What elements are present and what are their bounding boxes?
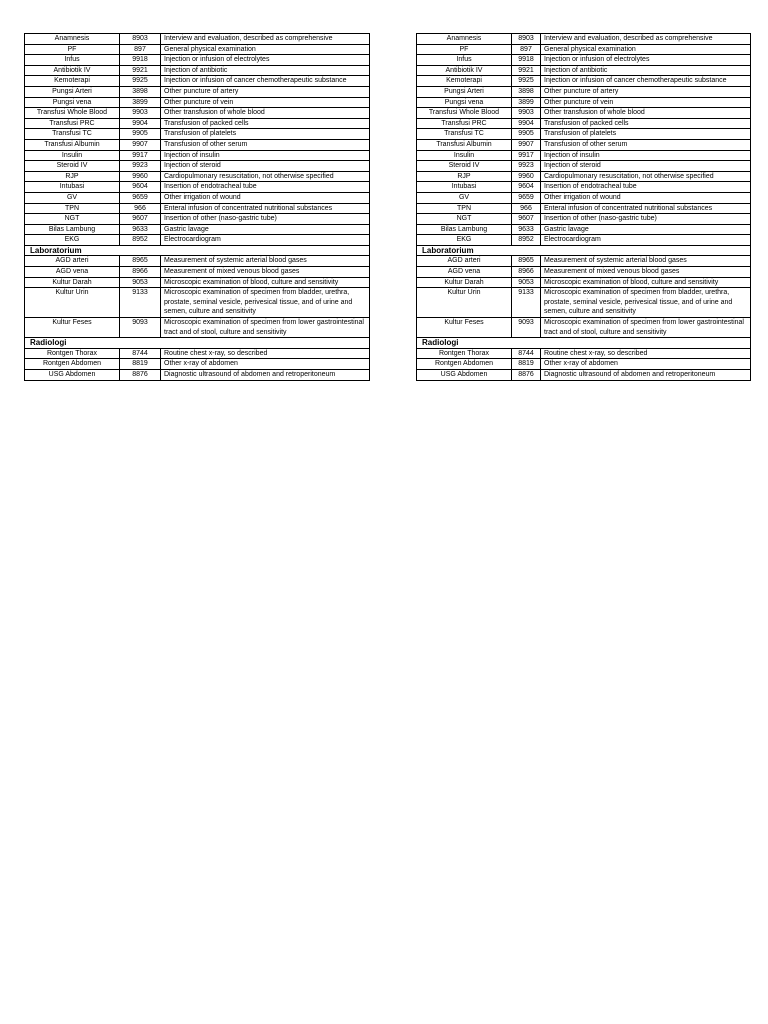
procedure-name: GV <box>25 192 120 203</box>
procedure-name: Kultur Feses <box>417 318 512 338</box>
table-row <box>417 97 751 108</box>
procedure-name: AGD arteri <box>417 256 512 267</box>
table-row <box>417 55 751 66</box>
procedure-name: Transfusi TC <box>25 129 120 140</box>
table-row <box>25 359 370 370</box>
section-heading-radiologi-row <box>417 338 751 349</box>
procedure-description: Transfusion of other serum <box>161 139 370 150</box>
procedure-name: Kultur Darah <box>417 277 512 288</box>
procedure-description: Diagnostic ultrasound of abdomen and retroperitoneum <box>541 370 751 381</box>
procedure-code: 8744 <box>120 348 161 359</box>
procedure-description: Cardiopulmonary resuscitation, not otherwise specified <box>161 171 370 182</box>
table-row <box>417 288 751 318</box>
procedure-code: 9093 <box>512 318 541 338</box>
procedure-code: 9607 <box>120 214 161 225</box>
table-row <box>417 44 751 55</box>
procedure-name: USG Abdomen <box>417 370 512 381</box>
procedure-code: 9659 <box>120 192 161 203</box>
procedure-code: 9633 <box>512 224 541 235</box>
procedure-code: 9903 <box>120 108 161 119</box>
procedure-name: PF <box>417 44 512 55</box>
procedure-name: Transfusi Whole Blood <box>417 108 512 119</box>
procedure-description: Microscopic examination of specimen from lower gastrointestinal tract and of stool, culture and sensitivity <box>541 318 751 338</box>
procedure-name: PF <box>25 44 120 55</box>
procedure-code: 8952 <box>120 235 161 246</box>
procedure-name: Kultur Feses <box>25 318 120 338</box>
procedure-name: Antibiotik IV <box>417 65 512 76</box>
procedure-description: Microscopic examination of blood, culture and sensitivity <box>161 277 370 288</box>
procedure-description: Injection of steroid <box>161 161 370 172</box>
procedure-description: Other puncture of artery <box>161 86 370 97</box>
table-row <box>417 65 751 76</box>
procedure-description: Injection of insulin <box>161 150 370 161</box>
procedure-name: Insulin <box>25 150 120 161</box>
table-row <box>25 214 370 225</box>
procedure-name: Bilas Lambung <box>417 224 512 235</box>
procedure-description: Other x-ray of abdomen <box>541 359 751 370</box>
procedure-description: Insertion of endotracheal tube <box>541 182 751 193</box>
table-row <box>417 129 751 140</box>
procedure-description: Insertion of other (naso-gastric tube) <box>541 214 751 225</box>
table-row <box>25 288 370 318</box>
procedure-code: 966 <box>120 203 161 214</box>
procedure-name: Pungsi vena <box>417 97 512 108</box>
table-row <box>25 86 370 97</box>
procedure-description: Measurement of mixed venous blood gases <box>161 267 370 278</box>
procedure-description: Transfusion of platelets <box>161 129 370 140</box>
procedure-description: Injection or infusion of cancer chemotherapeutic substance <box>161 76 370 87</box>
table-row <box>25 65 370 76</box>
procedure-code: 9960 <box>120 171 161 182</box>
procedure-description: Transfusion of other serum <box>541 139 751 150</box>
procedure-name: Transfusi PRC <box>25 118 120 129</box>
table-row <box>25 318 370 338</box>
procedure-code: 8965 <box>120 256 161 267</box>
table-row <box>25 118 370 129</box>
section-heading-laboratorium-row <box>417 245 751 256</box>
procedure-description: Insertion of endotracheal tube <box>161 182 370 193</box>
procedure-description: Injection or infusion of electrolytes <box>161 55 370 66</box>
table-row <box>417 139 751 150</box>
table-row <box>25 34 370 45</box>
procedure-name: Intubasi <box>417 182 512 193</box>
table-row <box>25 203 370 214</box>
procedure-code: 9905 <box>512 129 541 140</box>
procedure-description: Routine chest x-ray, so described <box>161 348 370 359</box>
procedure-name: USG Abdomen <box>25 370 120 381</box>
table-row <box>417 348 751 359</box>
section-heading-laboratorium: Laboratorium <box>25 245 370 256</box>
procedure-description: Other irrigation of wound <box>541 192 751 203</box>
procedure-name: AGD arteri <box>25 256 120 267</box>
procedure-description: Gastric lavage <box>161 224 370 235</box>
procedure-name: Bilas Lambung <box>25 224 120 235</box>
procedure-code: 9907 <box>120 139 161 150</box>
table-row <box>417 34 751 45</box>
procedure-code: 9921 <box>512 65 541 76</box>
procedure-code: 9904 <box>512 118 541 129</box>
procedure-description: Other puncture of artery <box>541 86 751 97</box>
procedure-description: General physical examination <box>541 44 751 55</box>
procedure-description: Other puncture of vein <box>161 97 370 108</box>
procedure-code: 8744 <box>512 348 541 359</box>
table-row <box>25 108 370 119</box>
table-row <box>417 359 751 370</box>
table-row <box>417 214 751 225</box>
procedure-code: 8819 <box>512 359 541 370</box>
procedure-description: Measurement of systemic arterial blood gases <box>541 256 751 267</box>
procedure-code: 8952 <box>512 235 541 246</box>
table-row <box>417 192 751 203</box>
procedure-description: Injection of steroid <box>541 161 751 172</box>
procedure-description: Transfusion of packed cells <box>161 118 370 129</box>
table-row <box>25 182 370 193</box>
procedure-code: 8876 <box>120 370 161 381</box>
procedure-code: 9960 <box>512 171 541 182</box>
procedure-name: Rontgen Thorax <box>417 348 512 359</box>
section-heading-radiologi: Radiologi <box>25 338 370 349</box>
procedure-name: Pungsi Arteri <box>25 86 120 97</box>
procedure-code: 9903 <box>512 108 541 119</box>
section-heading-radiologi-row <box>25 338 370 349</box>
procedure-name: Transfusi Albumin <box>417 139 512 150</box>
procedure-description: Other transfusion of whole blood <box>541 108 751 119</box>
procedure-name: Kemoterapi <box>417 76 512 87</box>
procedure-code: 9923 <box>120 161 161 172</box>
procedure-name: Infus <box>417 55 512 66</box>
procedure-description: Diagnostic ultrasound of abdomen and retroperitoneum <box>161 370 370 381</box>
table-row <box>25 150 370 161</box>
procedure-code: 9905 <box>120 129 161 140</box>
procedure-description: Injection of antibiotic <box>541 65 751 76</box>
table-row <box>25 97 370 108</box>
procedure-code: 9917 <box>512 150 541 161</box>
table-row <box>417 118 751 129</box>
table-row <box>417 182 751 193</box>
table-row <box>417 171 751 182</box>
procedure-code: 8903 <box>512 34 541 45</box>
table-row <box>417 161 751 172</box>
procedure-name: Intubasi <box>25 182 120 193</box>
procedure-description: Enteral infusion of concentrated nutritional substances <box>541 203 751 214</box>
procedure-code: 9633 <box>120 224 161 235</box>
procedure-code: 9053 <box>512 277 541 288</box>
procedure-name: Rontgen Abdomen <box>25 359 120 370</box>
table-row <box>417 76 751 87</box>
procedure-name: TPN <box>25 203 120 214</box>
procedure-name: Transfusi PRC <box>417 118 512 129</box>
procedure-name: Steroid IV <box>25 161 120 172</box>
table-row <box>25 76 370 87</box>
procedure-name: Transfusi Albumin <box>25 139 120 150</box>
procedure-description: Electrocardiogram <box>161 235 370 246</box>
table-row <box>417 256 751 267</box>
table-row <box>417 277 751 288</box>
procedure-description: Other x-ray of abdomen <box>161 359 370 370</box>
procedure-name: EKG <box>25 235 120 246</box>
procedure-name: AGD vena <box>25 267 120 278</box>
procedure-name: TPN <box>417 203 512 214</box>
table-row <box>25 161 370 172</box>
section-heading-laboratorium: Laboratorium <box>417 245 751 256</box>
procedure-name: RJP <box>417 171 512 182</box>
procedure-code: 966 <box>512 203 541 214</box>
procedure-code: 9907 <box>512 139 541 150</box>
section-heading-radiologi: Radiologi <box>417 338 751 349</box>
table-row <box>417 370 751 381</box>
procedure-code: 9925 <box>120 76 161 87</box>
procedure-description: Injection of antibiotic <box>161 65 370 76</box>
procedure-description: General physical examination <box>161 44 370 55</box>
procedure-code: 9918 <box>120 55 161 66</box>
procedure-description: Transfusion of platelets <box>541 129 751 140</box>
procedure-name: Pungsi Arteri <box>417 86 512 97</box>
procedure-description: Microscopic examination of blood, culture and sensitivity <box>541 277 751 288</box>
procedure-name: EKG <box>417 235 512 246</box>
procedure-code: 9923 <box>512 161 541 172</box>
procedure-name: AGD vena <box>417 267 512 278</box>
procedure-code: 9917 <box>120 150 161 161</box>
procedure-description: Transfusion of packed cells <box>541 118 751 129</box>
procedure-name: Pungsi vena <box>25 97 120 108</box>
procedure-name: Rontgen Abdomen <box>417 359 512 370</box>
procedure-description: Other puncture of vein <box>541 97 751 108</box>
procedure-description: Interview and evaluation, described as comprehensive <box>541 34 751 45</box>
procedure-description: Microscopic examination of specimen from bladder, urethra, prostate, seminal vesicle, perivesical tissue, and of urine and semen, culture and sensitivity <box>161 288 370 318</box>
procedure-name: Transfusi TC <box>417 129 512 140</box>
procedure-code: 8876 <box>512 370 541 381</box>
table-row <box>417 203 751 214</box>
table-row <box>25 129 370 140</box>
section-heading-laboratorium-row <box>25 245 370 256</box>
procedure-code: 8966 <box>512 267 541 278</box>
procedure-code: 897 <box>512 44 541 55</box>
procedure-name: Anamnesis <box>25 34 120 45</box>
procedure-description: Electrocardiogram <box>541 235 751 246</box>
procedure-code: 3899 <box>120 97 161 108</box>
procedure-description: Injection of insulin <box>541 150 751 161</box>
procedure-code: 897 <box>120 44 161 55</box>
procedure-name: Antibiotik IV <box>25 65 120 76</box>
procedure-name: Kultur Urin <box>417 288 512 318</box>
table-row <box>417 224 751 235</box>
procedure-name: Insulin <box>417 150 512 161</box>
procedure-code: 3898 <box>512 86 541 97</box>
table-row <box>25 139 370 150</box>
procedure-code-table-right <box>416 33 751 381</box>
table-row <box>417 318 751 338</box>
table-row <box>25 192 370 203</box>
procedure-description: Enteral infusion of concentrated nutritional substances <box>161 203 370 214</box>
table-row <box>25 256 370 267</box>
table-row <box>25 44 370 55</box>
procedure-name: Anamnesis <box>417 34 512 45</box>
procedure-description: Microscopic examination of specimen from bladder, urethra, prostate, seminal vesicle, perivesical tissue, and of urine and semen, culture and sensitivity <box>541 288 751 318</box>
procedure-description: Microscopic examination of specimen from lower gastrointestinal tract and of stool, culture and sensitivity <box>161 318 370 338</box>
procedure-description: Insertion of other (naso-gastric tube) <box>161 214 370 225</box>
procedure-code: 9604 <box>120 182 161 193</box>
procedure-description: Interview and evaluation, described as comprehensive <box>161 34 370 45</box>
procedure-description: Other irrigation of wound <box>161 192 370 203</box>
procedure-name: Rontgen Thorax <box>25 348 120 359</box>
procedure-code: 9133 <box>120 288 161 318</box>
table-row <box>417 235 751 246</box>
table-row <box>417 108 751 119</box>
table-row <box>25 171 370 182</box>
procedure-code: 9918 <box>512 55 541 66</box>
table-row <box>25 267 370 278</box>
procedure-code: 8965 <box>512 256 541 267</box>
table-row <box>417 150 751 161</box>
table-row <box>25 348 370 359</box>
procedure-description: Cardiopulmonary resuscitation, not otherwise specified <box>541 171 751 182</box>
procedure-name: Kemoterapi <box>25 76 120 87</box>
procedure-description: Measurement of mixed venous blood gases <box>541 267 751 278</box>
procedure-code: 9659 <box>512 192 541 203</box>
procedure-code: 3899 <box>512 97 541 108</box>
procedure-name: RJP <box>25 171 120 182</box>
procedure-code: 9604 <box>512 182 541 193</box>
procedure-name: NGT <box>25 214 120 225</box>
procedure-name: NGT <box>417 214 512 225</box>
procedure-name: Kultur Darah <box>25 277 120 288</box>
table-row <box>25 55 370 66</box>
table-row <box>417 86 751 97</box>
procedure-name: Transfusi Whole Blood <box>25 108 120 119</box>
procedure-name: Infus <box>25 55 120 66</box>
procedure-description: Routine chest x-ray, so described <box>541 348 751 359</box>
table-row <box>25 370 370 381</box>
procedure-code: 9053 <box>120 277 161 288</box>
procedure-code: 8819 <box>120 359 161 370</box>
procedure-code: 9093 <box>120 318 161 338</box>
procedure-code: 9133 <box>512 288 541 318</box>
procedure-code: 8966 <box>120 267 161 278</box>
procedure-description: Other transfusion of whole blood <box>161 108 370 119</box>
table-row <box>417 267 751 278</box>
table-row <box>25 235 370 246</box>
procedure-description: Injection or infusion of cancer chemotherapeutic substance <box>541 76 751 87</box>
table-row <box>25 224 370 235</box>
procedure-code-table-left <box>24 33 370 381</box>
procedure-description: Measurement of systemic arterial blood gases <box>161 256 370 267</box>
procedure-code: 8903 <box>120 34 161 45</box>
table-row <box>25 277 370 288</box>
procedure-name: Steroid IV <box>417 161 512 172</box>
procedure-description: Injection or infusion of electrolytes <box>541 55 751 66</box>
procedure-code: 3898 <box>120 86 161 97</box>
procedure-description: Gastric lavage <box>541 224 751 235</box>
procedure-name: Kultur Urin <box>25 288 120 318</box>
procedure-code: 9607 <box>512 214 541 225</box>
procedure-code: 9904 <box>120 118 161 129</box>
procedure-code: 9925 <box>512 76 541 87</box>
procedure-name: GV <box>417 192 512 203</box>
procedure-code: 9921 <box>120 65 161 76</box>
